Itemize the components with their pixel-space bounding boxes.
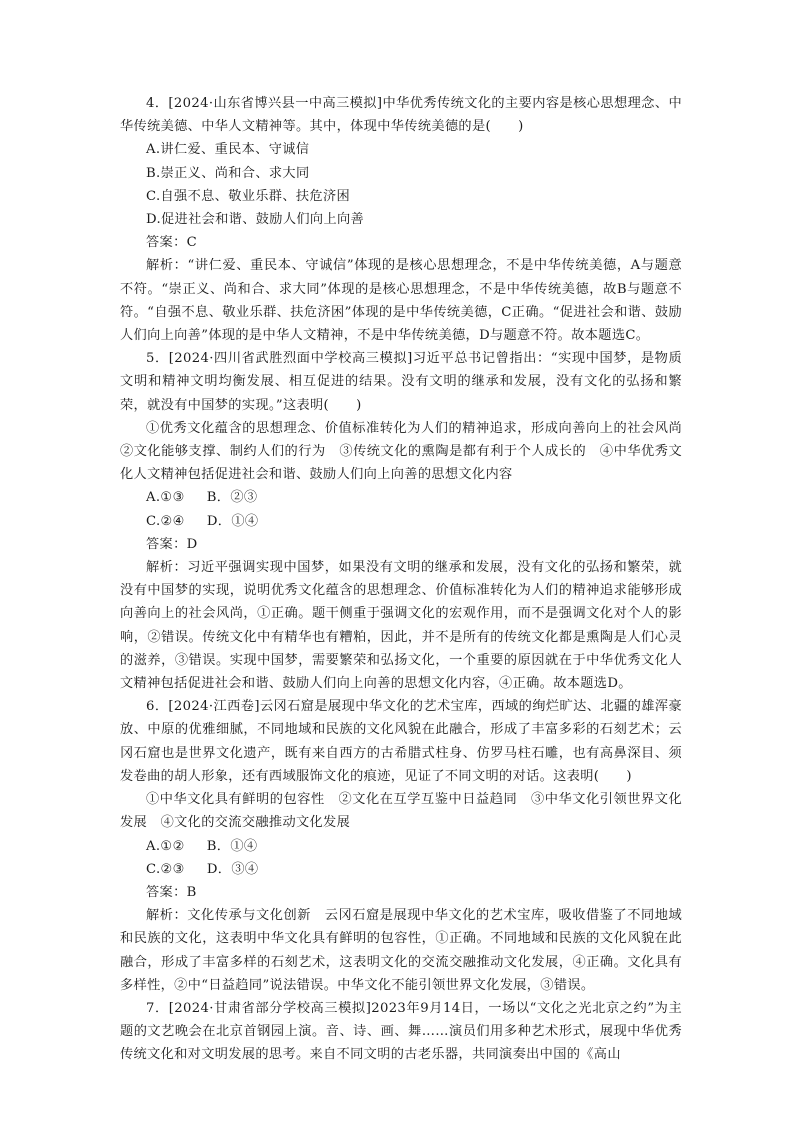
question-7 [120, 997, 682, 1067]
option-row [120, 835, 682, 858]
option-a: A.讲仁爱、重民本、守诚信 [146, 142, 310, 158]
question-stem: 6．[2024·江西卷]云冈石窟是展现中华文化的艺术宝库，西域的绚烂旷达、北疆的雄浑豪放、中原的优雅细腻，不同地域和民族的文化风貌在此融合，形成了丰富多彩的石刻艺术；云冈石窟也是世界文化遗产，既有来自西方的古希腊式柱身、仿罗马柱石雕，也有高鼻深目、须发卷曲的胡人形象，还有西域服饰文化的痕迹，见证了不同文明的对话。这表明( ) [120, 699, 682, 784]
statements: ①优秀文化蕴含的思想理念、价值标准转化为人们的精神追求，形成向善向上的社会风尚 ②文化能够支撑、制约人们的行为 ③传统文化的熏陶是都有利于个人成长的 ④中华优秀文化人文精神包括促进社会和谐、鼓励人们向上向善的思想文化内容 [120, 420, 696, 483]
question-5 [120, 347, 696, 695]
option-b: B．①④ [206, 838, 258, 854]
question-stem: 4．[2024·山东省博兴县一中高三模拟]中华优秀传统文化的主要内容是核心思想理念、中华传统美德、中华人文精神等。其中，体现中华传统美德的是( ) [120, 96, 682, 135]
answer: 答案：B [146, 884, 197, 900]
option-row [120, 486, 682, 509]
question-6 [120, 695, 682, 997]
option-b: B.崇正义、尚和合、求大同 [146, 165, 310, 181]
document-page [120, 92, 696, 1067]
option-c: C.②④ [146, 513, 185, 529]
option-c: C.②③ [146, 861, 185, 877]
question-stem: 5．[2024·四川省武胜烈面中学校高三模拟]习近平总书记曾指出：“实现中国梦，是物质文明和精神文明均衡发展、相互促进的结果。没有文明的继承和发展，没有文化的弘扬和繁荣，就没有中国梦的实现。”这表明( ) [120, 351, 682, 413]
option-row [120, 858, 682, 881]
answer: 答案：D [146, 536, 198, 552]
option-row [120, 510, 682, 533]
option-a: A.①③ [146, 490, 185, 506]
answer: 答案：C [146, 235, 198, 251]
option-c: C.自强不息、敬业乐群、扶危济困 [146, 188, 351, 204]
option-d: D．③④ [206, 861, 259, 877]
analysis: 解析：文化传承与文化创新 云冈石窟是展现中华文化的艺术宝库，吸收借鉴了不同地域和民族的文化，这表明中华文化具有鲜明的包容性，①正确。不同地域和民族的文化风貌在此融合，形成了丰富多样的石刻艺术，这表明文化的交流交融推动文化发展，④正确。文化具有多样性，②中“日益趋同”说法错误。中华文化不能引领世界文化发展，③错误。 [120, 908, 682, 993]
option-d: D．①④ [206, 513, 259, 529]
option-d: D.促进社会和谐、鼓励人们向上向善 [146, 212, 365, 228]
analysis: 解析：习近平强调实现中国梦，如果没有文明的继承和发展，没有文化的弘扬和繁荣，就没有中国梦的实现，说明优秀文化蕴含的思想理念、价值标准转化为人们的精神追求能够形成向善向上的社会风尚，①正确。题干侧重于强调文化的宏观作用，而不是强调文化对个人的影响，②错误。传统文化中有精华也有糟粕，因此，并不是所有的传统文化都是熏陶是人们心灵的滋养，③错误。实现中国梦，需要繁荣和弘扬文化，一个重要的原因就在于中华优秀文化人文精神包括促进社会和谐、鼓励人们向上向善的思想文化内容，④正确。故本题选D。 [120, 560, 682, 692]
question-4 [120, 92, 682, 347]
question-stem: 7．[2024·甘肃省部分学校高三模拟]2023年9月14日，一场以“文化之光北京之约”为主题的文艺晚会在北京首钢园上演。音、诗、画、舞……演员们用多种艺术形式，展现中华优秀传统文化和对文明发展的思考。来自不同文明的古老乐器，共同演奏出中国的《高山 [120, 1000, 682, 1063]
analysis: 解析：“讲仁爱、重民本、守诚信”体现的是核心思想理念，不是中华传统美德，A与题意不符。“崇正义、尚和合、求大同”体现的是核心思想理念，不是中华传统美德，故B与题意不符。“自强不息、敬业乐群、扶危济困”体现的是中华传统美德，C正确。“促进社会和谐、鼓励人们向上向善”体现的是中华人文精神，不是中华传统美德，D与题意不符。故本题选C。 [120, 258, 682, 344]
option-b: B．②③ [206, 490, 258, 506]
option-a: A.①② [146, 838, 185, 854]
statements: ①中华文化具有鲜明的包容性 ②文化在互学互鉴中日益趋同 ③中华文化引领世界文化发展 ④文化的交流交融推动文化发展 [120, 792, 682, 831]
